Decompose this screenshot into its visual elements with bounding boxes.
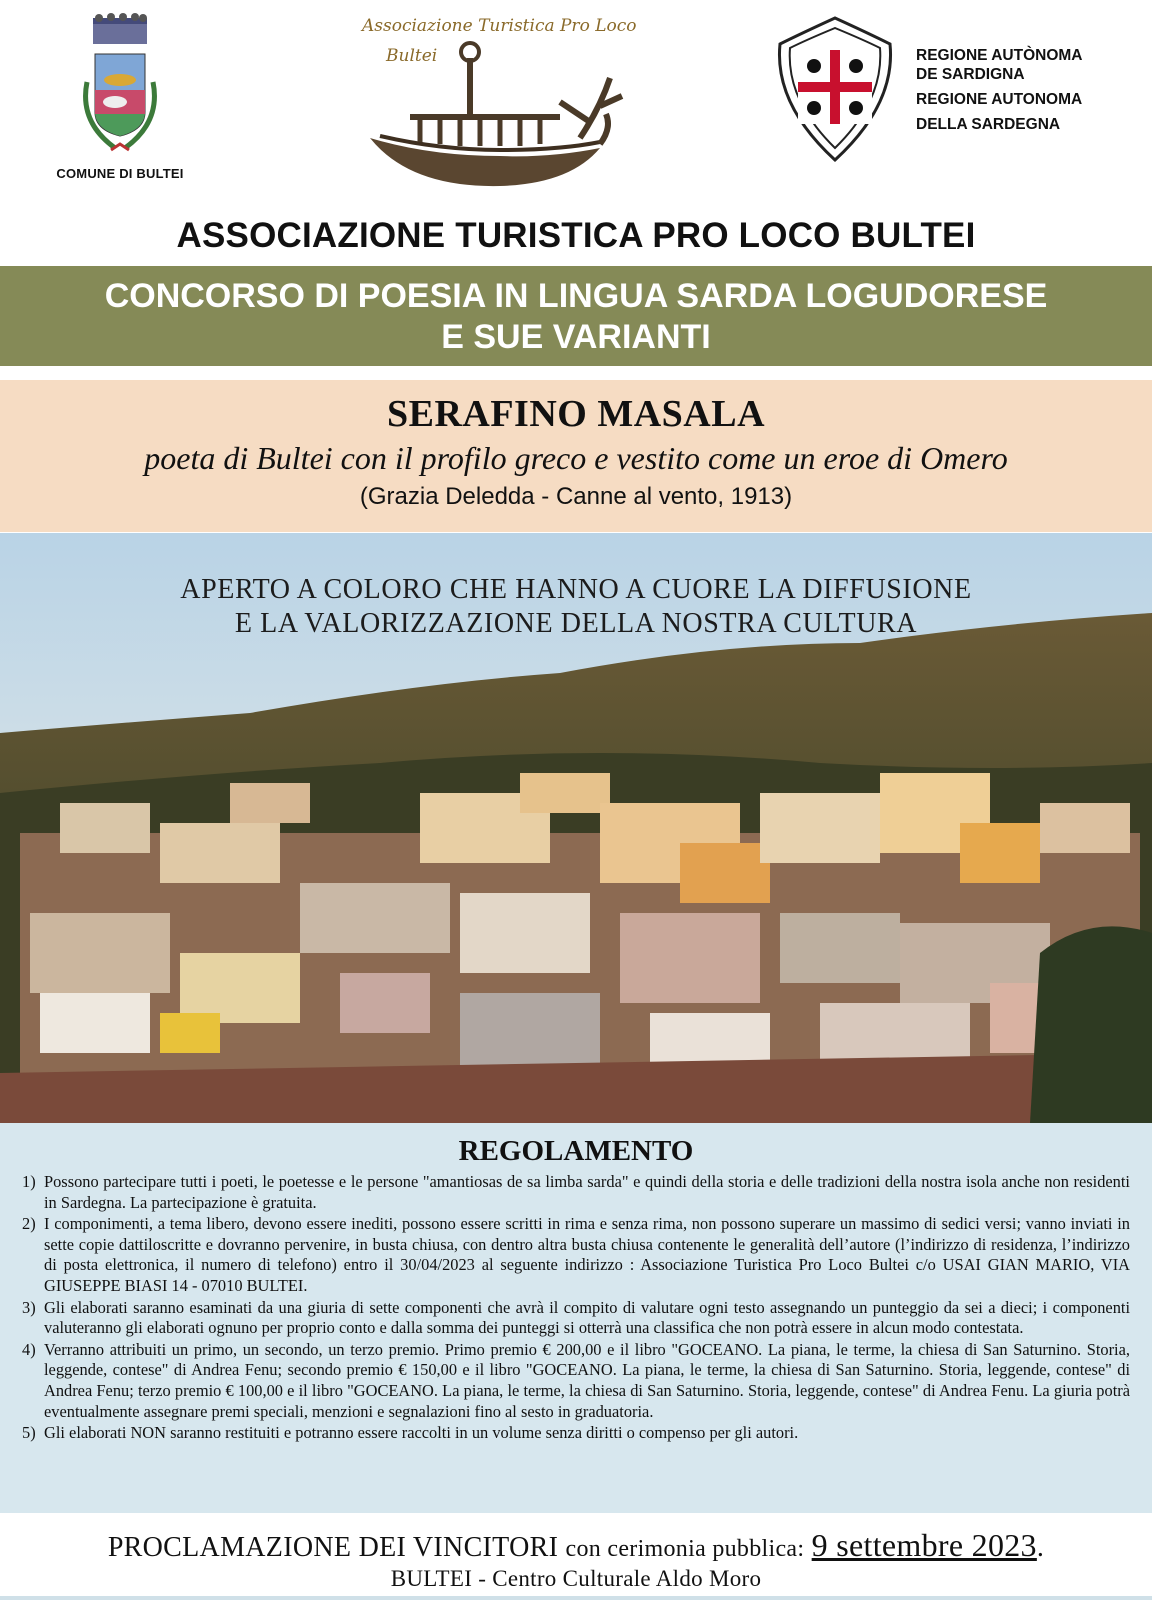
- ceremony-label: con cerimonia pubblica:: [565, 1536, 805, 1562]
- rule-number: 2): [22, 1214, 36, 1234]
- regione-logo: [770, 14, 1130, 164]
- proclamation-label: PROCLAMAZIONE DEI VINCITORI: [107, 1532, 559, 1563]
- rule-item: [22, 1298, 1130, 1339]
- rules-section: [0, 1123, 1152, 1513]
- rule-number: 5): [22, 1423, 36, 1443]
- proloco-logo-text: Associazione Turistica Pro Loco: [362, 16, 637, 36]
- header-logos: [0, 0, 1152, 205]
- page-title: ASSOCIAZIONE TURISTICA PRO LOCO BULTEI: [176, 216, 976, 255]
- rule-text: Gli elaborati NON saranno restituiti e potranno essere raccolti in un volume senza diritti o compenso per gli autori.: [44, 1423, 799, 1443]
- rule-item: [22, 1214, 1130, 1296]
- comune-logo: [40, 12, 200, 192]
- photo-caption-line2: E LA VALORIZZAZIONE DELLA NOSTRA CULTURA: [234, 608, 918, 639]
- venue: BULTEI - Centro Culturale Aldo Moro: [390, 1566, 762, 1591]
- poet-name: SERAFINO MASALA: [386, 393, 766, 435]
- rule-item: [22, 1423, 1130, 1444]
- rules-list: [22, 1172, 1130, 1444]
- village-photo: [0, 533, 1152, 1123]
- regione-text: [916, 46, 1082, 134]
- regione-line: DELLA SARDEGNA: [916, 116, 1061, 133]
- comune-label: COMUNE DI BULTEI: [56, 166, 184, 181]
- proloco-logo-town: Bultei: [386, 46, 438, 66]
- date-period: .: [1036, 1532, 1045, 1563]
- proclamation-line: [0, 1527, 1152, 1564]
- rule-text: I componimenti, a tema libero, devono essere inediti, possono essere scritti in rima e senza rima, non possono superare un massimo di sedici versi; vanno inviati in sette copie dattiloscritte e dovranno pervenire, in busta chiusa, con dentro altra busta chiusa contenente le generalità dell’autore (l’indirizzo di residenza, l’indirizzo di posta elettronica, il numero di telefono) entro il 30/04/2023 al seguente indirizzo : Associazione Turistica Pro Loco Bultei c/o USAI GIAN MARIO, VIA GIUSEPPE BIASI 14 - 07010 BULTEI.: [44, 1214, 1130, 1295]
- bronze-boat-icon: [350, 38, 650, 198]
- regione-line: DE SARDIGNA: [916, 66, 1025, 83]
- proloco-logo: [350, 8, 650, 198]
- rule-number: 3): [22, 1297, 36, 1317]
- poet-subtitle: poeta di Bultei con il profilo greco e vestito come un eroe di Omero: [144, 440, 1008, 476]
- rule-text: Gli elaborati saranno esaminati da una giuria di sette componenti che avrà il compito di valutare ogni testo assegnando un punteggio da sei a dieci; i componenti valuteranno gli elaborati ognuno per proprio conto e dalla somma dei punteggi si otterrà una classifica che non potrà essere in alcun modo contestata.: [44, 1297, 1130, 1338]
- photo-caption: [0, 573, 1152, 641]
- rule-text: Possono partecipare tutti i poeti, le poetesse e le persone "amantiosas de sa limba sarda" e quindi della storia e delle tradizioni della nostra isola anche non residenti in Sardegna. La partecipazione è gratuita.: [44, 1172, 1130, 1212]
- contest-title-line1: CONCORSO DI POESIA IN LINGUA SARDA LOGUDORESE: [104, 277, 1048, 315]
- photo-caption-line1: APERTO A COLORO CHE HANNO A CUORE LA DIFFUSIONE: [180, 574, 972, 605]
- regione-line: REGIONE AUTONOMA: [916, 91, 1083, 108]
- poet-citation: (Grazia Deledda - Canne al vento, 1913): [359, 483, 793, 510]
- ceremony-date: 9 settembre 2023: [811, 1527, 1037, 1563]
- contest-banner: [0, 266, 1152, 366]
- rule-number: 1): [22, 1172, 36, 1191]
- rule-item: [22, 1172, 1130, 1213]
- comune-crest-icon: [65, 12, 175, 162]
- regione-shield-icon: [770, 14, 900, 164]
- regione-line: REGIONE AUTÒNOMA: [916, 47, 1083, 64]
- rule-text: Verranno attribuiti un primo, un secondo, un terzo premio. Primo premio € 200,00 e il libro "GOCEANO. La piana, le terme, la chiesa di San Saturnino. Storia, leggende, contese" di Andrea Fenu; secondo premio € 150,00 e il libro "GOCEANO. La piana, le terme, la chiesa di San Saturnino. Storia, leggende, contese" di Andrea Fenu; terzo premio € 100,00 e il libro "GOCEANO. La piana, le terme, la chiesa di San Saturnino. Storia, leggende, contese" di Andrea Fenu. La giuria potrà eventualmente assegnare premi speciali, menzioni e segnalazioni fino al sesto in graduatoria.: [44, 1339, 1130, 1421]
- contest-title-line2: E SUE VARIANTI: [441, 318, 711, 356]
- footer: [0, 1513, 1152, 1600]
- dedication-banner: [0, 380, 1152, 532]
- rules-title: REGOLAMENTO: [458, 1135, 694, 1167]
- rule-item: [22, 1340, 1130, 1422]
- rule-number: 4): [22, 1339, 36, 1359]
